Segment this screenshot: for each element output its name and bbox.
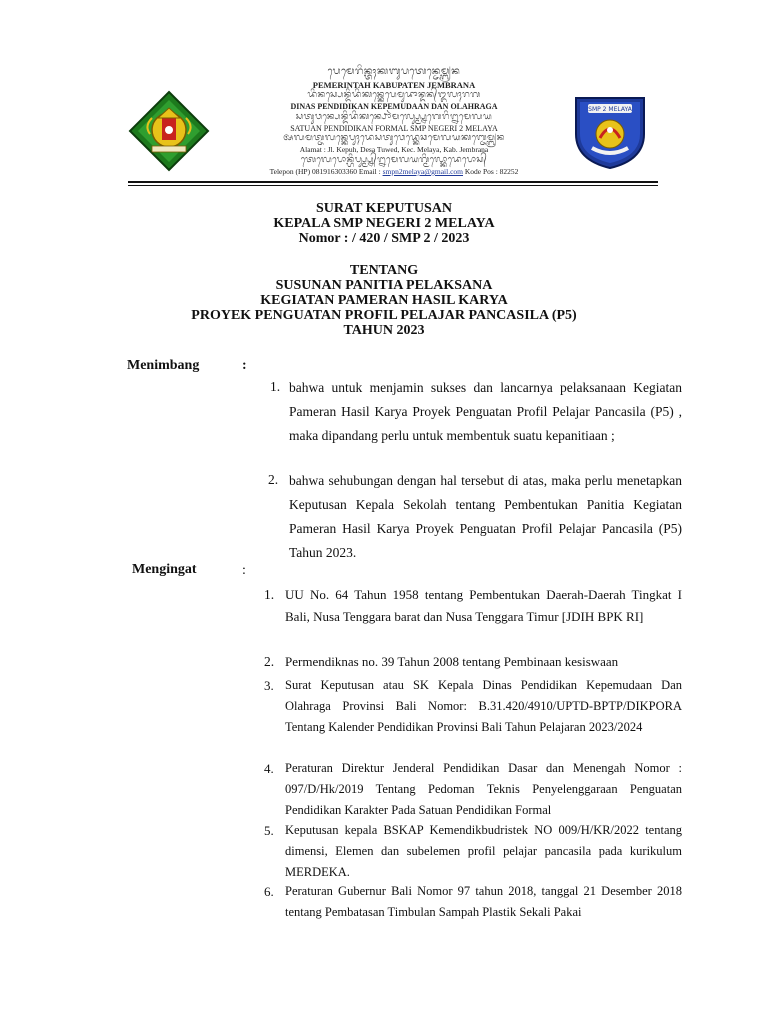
mengingat-item-2-text: Permendiknas no. 39 Tahun 2008 tentang Pembinaan kesiswaan (285, 654, 619, 669)
title-sub-1: SUSUNAN PANITIA PELAKSANA (275, 278, 493, 293)
mengingat-item-3-text: Surat Keputusan atau SK Kepala Dinas Pendidikan Kepemudaan Dan Olahraga Provinsi Bali Nomor: B.31.420/4910/UPTD-BPTP/DIKPORA Tentang Kalender Pendidikan Provinsi Bali Tahun Pelajaran 2023/2024 (285, 678, 682, 734)
mengingat-item-1-number: 1. (264, 587, 275, 602)
letterhead-contact (130, 167, 658, 177)
menimbang-item-1-number: 1. (270, 379, 281, 394)
letterhead-script-line-4: ᬅᬮᬫᬢ᭄ᬚᬮᬦ᭄ᬓᬾᬧᬸᬄᬤᬾᬲᬢᬸᬯᬾᬤ᭄ᬓᬾᬘᬫᬾᬮᬬᬓᬩ᭄ᬚᬾᬫ᭄ᬩ᭄ᬭᬦ (283, 133, 505, 143)
title-number: Nomor : / 420 / SMP 2 / 2023 (298, 231, 470, 246)
menimbang-label: Menimbang (127, 358, 200, 373)
letterhead-script-line-3: ᬲᬢᬸᬯᬦ᭄ᬧᬾᬦ᭄ᬤᬶᬤᬶᬓᬦ᭄ᬨᭀᬃᬫᬮ᭄ᬲ᭄ᬫ᭄ᬧ᭄ᬦᬾᬕᬾᬭᬶ᭒ᬫᬾᬮᬬ (295, 112, 493, 122)
right-logo-text: SMP 2 MELAYA (588, 106, 632, 113)
letterhead-department: DINAS PENDIDIKAN KEPEMUDAAN DAN OLAHRAGA (290, 102, 498, 111)
letterhead-address: Alamat : Jl. Kepuh, Desa Tuwed, Kec. Melaya, Kab. Jembrana (299, 145, 489, 154)
mengingat-label: Mengingat (132, 562, 197, 577)
letterhead-script-line-5: ᬢᬾᬮᬾᬧᭀᬦ᭄ᬳᬶᬧ᭄ᬲ᭄ᬫ᭄ᬧ᭄ᬦ᭄᭒ᬫᬾᬮᬬᬕ᭄ᬫᬶᬮ᭄ᬓᭀᬤᬾᬧᭀᬲ᭄ (300, 155, 488, 165)
letterhead-script-line-2: ᬤᬶᬦᬲ᭄ᬧᬾᬦ᭄ᬤᬶᬤᬶᬓᬦ᭄ᬓᬾᬧᬾᬫᬸᬤᬵᬦ᭄ᬤᬦ᭄ᬑᬮᬄᬭᬕ (307, 90, 481, 100)
email-link[interactable]: smpn2melaya@gmail.com (382, 167, 464, 176)
mengingat-item-5-number: 5. (264, 823, 274, 838)
mengingat-item-4-number: 4. (264, 761, 274, 776)
letterhead-divider-thick (128, 181, 658, 183)
letterhead-unit: SATUAN PENDIDIKAN FORMAL SMP NEGERI 2 MELAYA (290, 124, 498, 133)
mengingat-item-4-text: Peraturan Direktur Jenderal Pendidikan Dasar dan Menengah Nomor : 097/D/Hk/2019 Tentang Pedoman Teknis Penyelenggaraan Penguatan Pendidikan Karakter Pada Satuan Pendidikan Formal (285, 761, 682, 817)
title-line-2: KEPALA SMP NEGERI 2 MELAYA (273, 216, 495, 231)
mengingat-item-1-text: UU No. 64 Tahun 1958 tentang Pembentukan Daerah-Daerah Tingkat I Bali, Nusa Tenggara barat dan Nusa Tenggara Timur [JDIH BPK RI] (285, 587, 682, 624)
letterhead-script-line-1: ᬧᬾᬫᬾᬭᬶᬦ᭄ᬢᬄᬓᬩᬸᬧᬢᬾᬦ᭄ᬚᬾᬫ᭄ᬩ᭄ᬭᬦ (327, 66, 461, 77)
title-sub-2: KEGIATAN PAMERAN HASIL KARYA (260, 293, 508, 308)
menimbang-item-2-text: bahwa sehubungan dengan hal tersebut di atas, maka perlu menetapkan Keputusan Kepala Sekolah tentang Pembentukan Panitia Kegiatan Pameran Hasil Karya Proyek Penguatan Profil Pelajar Pancasila (P5) Tahun 2023. (289, 473, 682, 560)
title-tentang: TENTANG (349, 263, 419, 278)
menimbang-colon: : (242, 358, 247, 373)
mengingat-item-3-number: 3. (264, 678, 274, 693)
mengingat-colon: : (242, 563, 246, 578)
title-line-1: SURAT KEPUTUSAN (315, 201, 452, 216)
mengingat-item-5-text: Keputusan kepala BSKAP Kemendikbudristek NO 009/H/KR/2022 tentang dimensi, Elemen dan subelemen profil pelajar pancasila pada kurikulum MERDEKA. (285, 823, 682, 879)
menimbang-item-2-number: 2. (268, 472, 279, 487)
title-sub-3: PROYEK PENGUATAN PROFIL PELAJAR PANCASILA (P5) (191, 308, 577, 323)
mengingat-item-6-number: 6. (264, 884, 274, 899)
mengingat-item-6-text: Peraturan Gubernur Bali Nomor 97 tahun 2018, tanggal 21 Desember 2018 tentang Pembatasan Timbulan Sampah Plastik Sekali Pakai (285, 884, 682, 919)
contact-suffix: Kode Pos : 82252 (463, 167, 519, 176)
letterhead-government: PEMERINTAH KABUPATEN JEMBRANA (312, 80, 476, 90)
contact-prefix: Telepon (HP) 081916303360 Email : (269, 167, 383, 176)
title-sub-4: TAHUN 2023 (343, 323, 425, 338)
mengingat-item-2-number: 2. (264, 654, 275, 669)
letterhead-divider-thin (128, 185, 658, 186)
menimbang-item-1-text: bahwa untuk menjamin sukses dan lancarnya pelaksanaan Kegiatan Pameran Hasil Karya Proyek Penguatan Profil Pelajar Pancasila (P5) , maka dipandang perlu untuk membentuk suatu kepanitiaan ; (289, 380, 682, 443)
